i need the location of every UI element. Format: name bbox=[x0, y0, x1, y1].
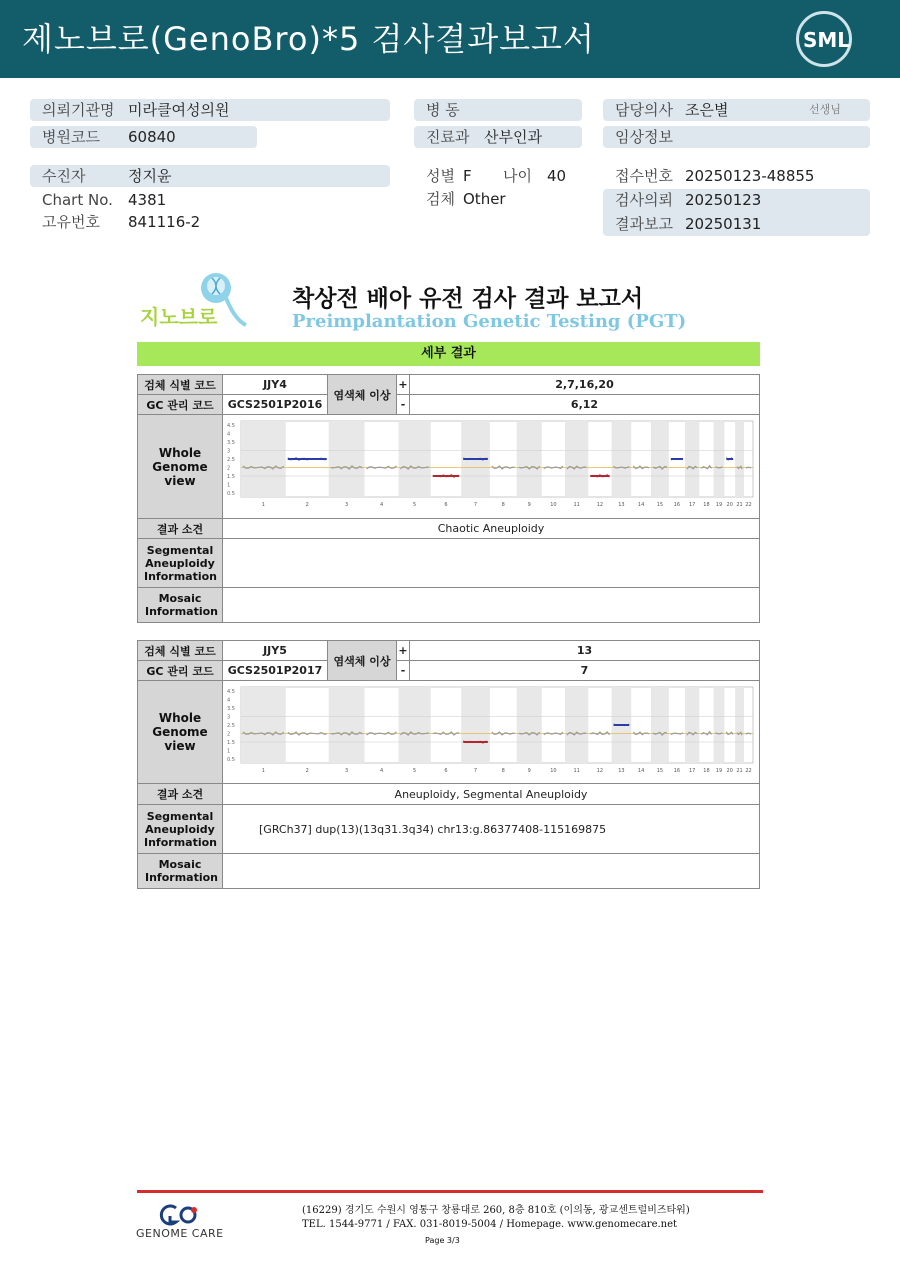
chromosome-band bbox=[651, 421, 669, 497]
unique-id-field: 고유번호 841116-2 bbox=[42, 213, 201, 231]
y-tick-label: 4 bbox=[227, 431, 231, 438]
whole-genome-cell bbox=[223, 415, 760, 519]
chromosome-label: 22 bbox=[745, 768, 752, 774]
chrom-abn-label: 염색체 이상 bbox=[328, 641, 397, 681]
chromosome-label: 14 bbox=[637, 768, 645, 774]
hospital-code-field: 병원코드 60840 bbox=[30, 126, 257, 148]
finding-label: 결과 소견 bbox=[138, 784, 223, 805]
chromosome-label: 12 bbox=[596, 768, 604, 774]
y-tick-label: 4.5 bbox=[227, 423, 235, 429]
y-tick-label: 0.5 bbox=[227, 491, 235, 497]
chromosome-band bbox=[241, 687, 286, 763]
section-header: 세부 결과 bbox=[137, 342, 760, 366]
mosaic-value bbox=[223, 588, 760, 623]
gc-code-label: GC 관리 코드 bbox=[138, 661, 223, 681]
chromosome-label: 4 bbox=[379, 768, 384, 774]
whole-genome-plot bbox=[223, 415, 759, 515]
chromosome-label: 9 bbox=[527, 768, 531, 774]
chromosome-label: 10 bbox=[550, 768, 557, 774]
chromosome-band bbox=[612, 421, 632, 497]
chromosome-label: 12 bbox=[596, 502, 604, 508]
mosaic-label: Mosaic Information bbox=[138, 588, 223, 623]
page-title: 제노브로(GenoBro)*5 검사결과보고서 bbox=[22, 20, 595, 58]
specimen-code-value: JJY5 bbox=[223, 641, 328, 661]
chromosome-label: 1 bbox=[261, 502, 265, 508]
specimen-field: 검체 Other bbox=[426, 190, 506, 208]
sml-logo bbox=[796, 11, 852, 67]
finding-value: Aneuploidy, Segmental Aneuploidy bbox=[223, 784, 760, 805]
y-tick-label: 4 bbox=[227, 697, 231, 704]
chromosome-label: 8 bbox=[501, 768, 505, 774]
chromosome-band bbox=[685, 421, 699, 497]
segmental-label: Segmental Aneuploidy Information bbox=[138, 539, 223, 588]
chromosome-label: 22 bbox=[745, 502, 752, 508]
chromosome-label: 9 bbox=[527, 502, 531, 508]
segmental-value: [GRCh37] dup(13)(13q31.3q34) chr13:g.86377408-115169875 bbox=[223, 805, 760, 854]
y-tick-label: 0.5 bbox=[227, 757, 235, 763]
chromosome-label: 10 bbox=[550, 502, 557, 508]
chromosome-label: 11 bbox=[573, 768, 580, 774]
gain-value: 2,7,16,20 bbox=[410, 375, 760, 395]
chromosome-label: 6 bbox=[444, 768, 448, 774]
header-bar bbox=[0, 0, 900, 78]
gain-sign: + bbox=[397, 641, 410, 661]
chart-no-field: Chart No. 4381 bbox=[42, 191, 167, 209]
loss-sign: - bbox=[397, 395, 410, 415]
chromosome-label: 5 bbox=[413, 502, 417, 508]
y-tick-label: 2 bbox=[227, 465, 231, 472]
chromosome-band bbox=[685, 687, 699, 763]
department-field: 진료과 산부인과 bbox=[414, 126, 582, 148]
ward-field: 병 동 bbox=[414, 99, 582, 121]
chromosome-label: 4 bbox=[379, 502, 384, 508]
gain-value: 13 bbox=[410, 641, 760, 661]
y-tick-label: 4.5 bbox=[227, 689, 235, 695]
gc-code-value: GCS2501P2016 bbox=[223, 395, 328, 415]
specimen-code-label: 검체 식별 코드 bbox=[138, 641, 223, 661]
footer-divider bbox=[137, 1190, 763, 1193]
whole-genome-cell bbox=[223, 681, 760, 784]
chrom-abn-label: 염색체 이상 bbox=[328, 375, 397, 415]
chromosome-band bbox=[735, 421, 744, 497]
y-tick-label: 2 bbox=[227, 731, 231, 738]
chromosome-label: 2 bbox=[305, 502, 309, 508]
chromosome-band bbox=[399, 421, 431, 497]
y-tick-label: 1 bbox=[227, 748, 231, 755]
chromosome-label: 6 bbox=[444, 502, 448, 508]
chromosome-label: 21 bbox=[736, 768, 743, 774]
y-tick-label: 1.5 bbox=[227, 474, 235, 480]
chromosome-label: 2 bbox=[305, 768, 309, 774]
finding-label: 결과 소견 bbox=[138, 519, 223, 539]
loss-value: 7 bbox=[410, 661, 760, 681]
y-tick-label: 3.5 bbox=[227, 706, 235, 712]
chromosome-label: 21 bbox=[736, 502, 743, 508]
sml-logo-text: SML bbox=[803, 28, 851, 52]
chromosome-label: 3 bbox=[345, 502, 349, 508]
segmental-label: Segmental Aneuploidy Information bbox=[138, 805, 223, 854]
y-tick-label: 2.5 bbox=[227, 457, 235, 463]
genome-care-name: GENOME CARE bbox=[136, 1227, 224, 1240]
chromosome-label: 18 bbox=[703, 768, 710, 774]
chromosome-label: 18 bbox=[703, 502, 710, 508]
sample-table-1 bbox=[137, 374, 760, 623]
receipt-no-field: 접수번호 20250123-48855 bbox=[615, 167, 815, 185]
specimen-code-value: JJY4 bbox=[223, 375, 328, 395]
chromosome-band bbox=[714, 421, 725, 497]
chromosome-label: 19 bbox=[715, 502, 723, 508]
y-tick-label: 3.5 bbox=[227, 440, 235, 446]
chromosome-label: 8 bbox=[501, 502, 505, 508]
finding-value: Chaotic Aneuploidy bbox=[223, 519, 760, 539]
whole-genome-label: Whole Genome view bbox=[138, 415, 223, 519]
chromosome-label: 17 bbox=[688, 502, 696, 508]
y-tick-label: 3 bbox=[227, 714, 231, 721]
y-tick-label: 1 bbox=[227, 482, 231, 489]
y-tick-label: 3 bbox=[227, 448, 231, 455]
chromosome-label: 20 bbox=[726, 502, 733, 508]
recipient-field: 수진자 정지윤 bbox=[30, 165, 390, 187]
sex-age-field: 성별 F 나이 40 bbox=[426, 167, 567, 185]
chromosome-band bbox=[714, 687, 725, 763]
chromosome-label: 7 bbox=[473, 502, 478, 508]
chromosome-band bbox=[651, 687, 669, 763]
chromosome-label: 1 bbox=[261, 768, 265, 774]
chromosome-label: 11 bbox=[573, 502, 580, 508]
report-title: 착상전 배아 유전 검사 결과 보고서 bbox=[292, 286, 644, 312]
mosaic-label: Mosaic Information bbox=[138, 854, 223, 889]
chromosome-label: 13 bbox=[618, 768, 625, 774]
dates-field: 검사의뢰 20250123 결과보고 20250131 bbox=[603, 189, 870, 236]
doctor-field: 담당의사 조은별 선생님 bbox=[603, 99, 870, 121]
footer-address-block bbox=[302, 1204, 690, 1232]
chromosome-label: 20 bbox=[726, 768, 733, 774]
gain-sign: + bbox=[397, 375, 410, 395]
chromosome-label: 15 bbox=[656, 502, 664, 508]
chromosome-label: 19 bbox=[715, 768, 723, 774]
chromosome-label: 7 bbox=[473, 768, 478, 774]
specimen-code-label: 검체 식별 코드 bbox=[138, 375, 223, 395]
gc-code-label: GC 관리 코드 bbox=[138, 395, 223, 415]
chromosome-label: 16 bbox=[673, 502, 681, 508]
chromosome-label: 13 bbox=[618, 502, 625, 508]
chromosome-band bbox=[329, 421, 365, 497]
y-tick-label: 2.5 bbox=[227, 723, 235, 729]
chromosome-band bbox=[735, 687, 744, 763]
whole-genome-label: Whole Genome view bbox=[138, 681, 223, 784]
chromosome-band bbox=[399, 687, 431, 763]
clinical-info-field: 임상정보 bbox=[603, 126, 870, 148]
loss-sign: - bbox=[397, 661, 410, 681]
chromosome-band bbox=[517, 687, 542, 763]
chromosome-band bbox=[565, 687, 588, 763]
report-subtitle: Preimplantation Genetic Testing (PGT) bbox=[292, 311, 687, 332]
gc-code-value: GCS2501P2017 bbox=[223, 661, 328, 681]
chromosome-band bbox=[461, 687, 490, 763]
footer-contact: TEL. 1544-9771 / FAX. 031-8019-5004 / Homepage. www.genomecare.net bbox=[302, 1219, 678, 1230]
chromosome-band bbox=[565, 421, 588, 497]
chromosome-label: 15 bbox=[656, 768, 664, 774]
chromosome-band bbox=[329, 687, 365, 763]
sample-table-2 bbox=[137, 640, 760, 889]
chromosome-label: 3 bbox=[345, 768, 349, 774]
loss-value: 6,12 bbox=[410, 395, 760, 415]
page-number: Page 3/3 bbox=[425, 1236, 460, 1245]
chromosome-label: 5 bbox=[413, 768, 417, 774]
whole-genome-plot bbox=[223, 681, 759, 780]
segmental-value bbox=[223, 539, 760, 588]
footer-address: (16229) 경기도 수원시 영통구 창룡대로 260, 8층 810호 (이의동, 광교센트럴비즈타워) bbox=[302, 1205, 690, 1216]
chromosome-label: 16 bbox=[673, 768, 681, 774]
chromosome-label: 17 bbox=[688, 768, 696, 774]
y-tick-label: 1.5 bbox=[227, 740, 235, 746]
mosaic-value bbox=[223, 854, 760, 889]
plot-frame bbox=[241, 687, 753, 763]
chromosome-label: 14 bbox=[637, 502, 645, 508]
chromosome-band bbox=[241, 421, 286, 497]
institution-field: 의뢰기관명 미라클여성의원 bbox=[30, 99, 390, 121]
chromosome-band bbox=[517, 421, 542, 497]
genobro-logo bbox=[140, 270, 255, 332]
genobro-logo-text: 지노브로 bbox=[140, 305, 218, 329]
